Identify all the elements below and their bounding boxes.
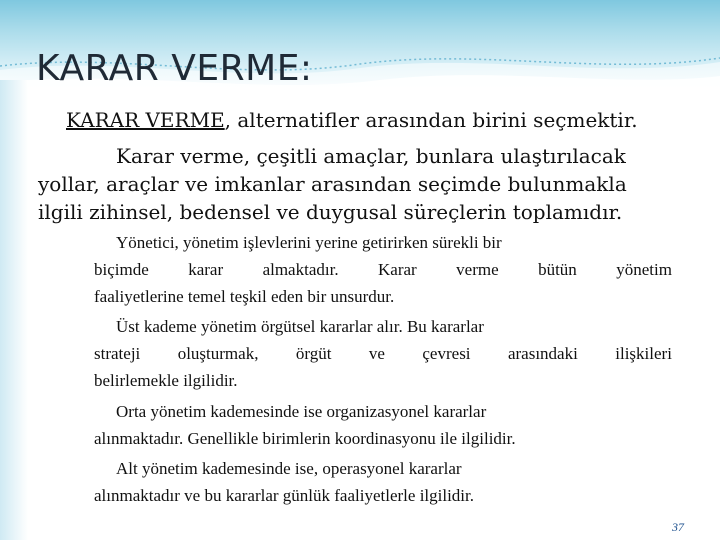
definition-term: KARAR VERME	[66, 108, 225, 132]
definition-text: , alternatifler arasından birini seçmektir.	[224, 108, 638, 132]
para2-line3: faaliyetlerine temel teşkil eden bir unsurdur.	[94, 287, 395, 306]
para4-line2: alınmaktadır. Genellikle birimlerin koordinasyonu ile ilgilidir.	[94, 429, 516, 448]
para4-line1: Orta yönetim kademesinde ise organizasyonel kararlar	[116, 402, 487, 421]
para3-word: çevresi	[422, 344, 471, 363]
para3-word: ve	[368, 344, 385, 363]
para2-word: bütün	[538, 260, 577, 279]
para2-word: biçimde	[94, 260, 149, 279]
para2-word: Karar	[378, 260, 417, 279]
definition-line	[66, 108, 638, 132]
para2-line1: Yönetici, yönetim işlevlerini yerine getirirken sürekli bir	[116, 233, 502, 252]
page-number: 37	[672, 520, 684, 534]
para3-word: oluşturmak,	[177, 344, 259, 363]
para1-line2: yollar, araçlar ve imkanlar arasından seçimde bulunmakla	[38, 172, 627, 196]
para2-word: verme	[456, 260, 499, 279]
slide-title: KARAR VERME:	[36, 48, 313, 89]
para2-line2	[94, 260, 672, 280]
para2-word: karar	[188, 260, 224, 279]
para3-word: arasındaki	[507, 344, 578, 363]
para2-word: almaktadır.	[262, 260, 339, 279]
para3-line3: belirlemekle ilgilidir.	[94, 371, 238, 390]
para5-line2: alınmaktadır ve bu kararlar günlük faaliyetlerle ilgilidir.	[94, 486, 475, 505]
para2-word: yönetim	[616, 260, 672, 279]
para3-word: örgüt	[295, 344, 332, 363]
para3-line2	[94, 344, 672, 364]
para3-line1: Üst kademe yönetim örgütsel kararlar alır. Bu kararlar	[116, 317, 484, 336]
para1-line3: ilgili zihinsel, bedensel ve duygusal süreçlerin toplamıdır.	[38, 200, 623, 224]
para3-word: strateji	[94, 344, 141, 363]
para3-word: ilişkileri	[615, 344, 672, 363]
para1-line1: Karar verme, çeşitli amaçlar, bunlara ulaştırılacak	[116, 144, 626, 168]
left-edge-decoration	[0, 80, 28, 540]
para5-line1: Alt yönetim kademesinde ise, operasyonel kararlar	[116, 459, 462, 478]
